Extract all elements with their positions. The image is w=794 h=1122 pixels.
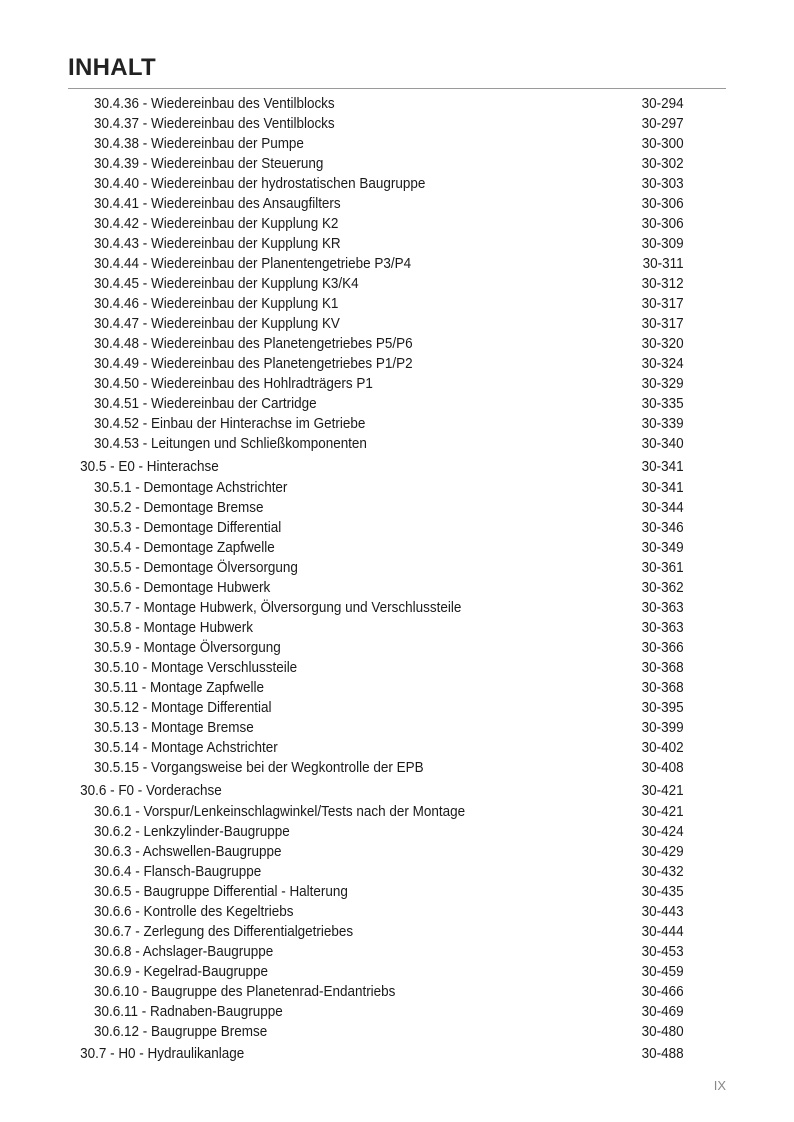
toc-entry-page: 30-363 (641, 600, 684, 616)
toc-entry-label: 30.4.49 - Wiedereinbau des Planetengetriebes P1/P2 (94, 356, 413, 372)
toc-entry-page: 30-421 (641, 783, 684, 799)
toc-entry-page: 30-480 (641, 1024, 684, 1040)
toc-entry[interactable] (68, 822, 684, 842)
toc-entry-label: 30.6.2 - Lenkzylinder-Baugruppe (94, 824, 290, 840)
toc-entry-page: 30-368 (641, 680, 684, 696)
toc-entry-page: 30-339 (641, 416, 684, 432)
toc-entry-label: 30.6 - F0 - Vorderachse (80, 783, 222, 799)
toc-entry[interactable] (68, 254, 684, 274)
title-divider (68, 88, 726, 89)
toc-entry[interactable] (68, 942, 684, 962)
toc-entry[interactable] (68, 882, 684, 902)
toc-entry[interactable] (68, 174, 684, 194)
toc-entry[interactable] (68, 334, 684, 354)
toc-entry-label: 30.6.4 - Flansch-Baugruppe (94, 864, 262, 880)
toc-entry-page: 30-309 (641, 236, 684, 252)
toc-entry[interactable] (68, 134, 684, 154)
toc-entry-page: 30-335 (641, 396, 684, 412)
toc-entry-label: 30.4.48 - Wiedereinbau des Planetengetriebes P5/P6 (94, 336, 413, 352)
toc-entry-label: 30.4.42 - Wiedereinbau der Kupplung K2 (94, 216, 339, 232)
toc-entry[interactable] (68, 962, 684, 982)
page-number: IX (713, 1078, 726, 1093)
toc-entry-label: 30.6.12 - Baugruppe Bremse (94, 1024, 268, 1040)
toc-entry[interactable] (68, 274, 684, 294)
toc-entry-page: 30-320 (641, 336, 684, 352)
toc-entry-label: 30.6.3 - Achswellen-Baugruppe (94, 844, 282, 860)
toc-entry-label: 30.5.5 - Demontage Ölversorgung (94, 560, 298, 576)
toc-entry[interactable] (68, 354, 684, 374)
toc-entry-page: 30-300 (641, 136, 684, 152)
toc-entry-label: 30.5.15 - Vorgangsweise bei der Wegkontrolle der EPB (94, 760, 424, 776)
toc-entry-page: 30-344 (641, 500, 684, 516)
toc-entry-page: 30-362 (641, 580, 684, 596)
toc-entry-page: 30-317 (641, 316, 684, 332)
toc-entry-label: 30.6.9 - Kegelrad-Baugruppe (94, 964, 268, 980)
toc-entry[interactable] (68, 902, 684, 922)
toc-entry[interactable] (68, 294, 684, 314)
toc-entry-label: 30.6.6 - Kontrolle des Kegeltriebs (94, 904, 294, 920)
toc-entry-label: 30.5.11 - Montage Zapfwelle (94, 680, 264, 696)
toc-entry-label: 30.5.6 - Demontage Hubwerk (94, 580, 271, 596)
toc-entry-page: 30-424 (641, 824, 684, 840)
toc-entry-page: 30-349 (641, 540, 684, 556)
toc-entry-label: 30.4.45 - Wiedereinbau der Kupplung K3/K4 (94, 276, 359, 292)
toc-entry[interactable] (68, 94, 684, 114)
toc-entry-page: 30-444 (641, 924, 684, 940)
toc-entry-label: 30.5.3 - Demontage Differential (94, 520, 282, 536)
toc-entry[interactable] (68, 194, 684, 214)
toc-entry-page: 30-317 (641, 296, 684, 312)
toc-entry-label: 30.4.39 - Wiedereinbau der Steuerung (94, 156, 324, 172)
page-title: INHALT (68, 54, 157, 81)
toc-entry[interactable] (68, 214, 684, 234)
toc-entry-label: 30.6.8 - Achslager-Baugruppe (94, 944, 274, 960)
toc-entry-page: 30-402 (641, 740, 684, 756)
toc-entry-page: 30-432 (641, 864, 684, 880)
toc-section-entry[interactable] (68, 1044, 684, 1065)
toc-entry[interactable] (68, 314, 684, 334)
toc-entry[interactable] (68, 478, 684, 498)
toc-entry-page: 30-346 (641, 520, 684, 536)
toc-entry-label: 30.6.11 - Radnaben-Baugruppe (94, 1004, 283, 1020)
toc-section-entry[interactable] (68, 457, 684, 478)
toc-entry[interactable] (68, 558, 684, 578)
toc-entry-label: 30.4.43 - Wiedereinbau der Kupplung KR (94, 236, 341, 252)
toc-entry[interactable] (68, 1002, 684, 1022)
toc-entry-page: 30-429 (641, 844, 684, 860)
toc-entry-page: 30-306 (641, 216, 684, 232)
toc-entry[interactable] (68, 658, 684, 678)
toc-entry-label: 30.7 - H0 - Hydraulikanlage (80, 1046, 245, 1062)
toc-entry-page: 30-443 (641, 904, 684, 920)
toc-entry[interactable] (68, 434, 684, 454)
toc-entry[interactable] (68, 498, 684, 518)
toc-entry-page: 30-341 (641, 459, 684, 475)
toc-entry[interactable] (68, 518, 684, 538)
toc-entry-page: 30-421 (641, 804, 684, 820)
toc-entry-label: 30.5.12 - Montage Differential (94, 700, 272, 716)
toc-entry-page: 30-312 (641, 276, 684, 292)
toc-entry-page: 30-329 (641, 376, 684, 392)
toc-entry-label: 30.5.8 - Montage Hubwerk (94, 620, 253, 636)
toc-entry-page: 30-466 (641, 984, 684, 1000)
toc-entry-label: 30.4.50 - Wiedereinbau des Hohlradträgers P1 (94, 376, 373, 392)
toc-entry-label: 30.5.9 - Montage Ölversorgung (94, 640, 281, 656)
toc-entry[interactable] (68, 982, 684, 1002)
toc-entry[interactable] (68, 842, 684, 862)
toc-entry[interactable] (68, 114, 684, 134)
toc-entry[interactable] (68, 394, 684, 414)
toc-entry-label: 30.6.1 - Vorspur/Lenkeinschlagwinkel/Tests nach der Montage (94, 804, 466, 820)
toc-entry-label: 30.4.40 - Wiedereinbau der hydrostatischen Baugruppe (94, 176, 426, 192)
toc-entry-page: 30-395 (641, 700, 684, 716)
toc-entry[interactable] (68, 738, 684, 758)
toc-entry-page: 30-297 (641, 116, 684, 132)
toc-entry-page: 30-469 (641, 1004, 684, 1020)
toc-entry-page: 30-488 (641, 1046, 684, 1062)
toc-entry-label: 30.5.13 - Montage Bremse (94, 720, 254, 736)
toc-entry-page: 30-399 (641, 720, 684, 736)
toc-entry[interactable] (68, 802, 684, 822)
toc-entry-page: 30-459 (641, 964, 684, 980)
toc-entry-page: 30-435 (641, 884, 684, 900)
toc-entry[interactable] (68, 578, 684, 598)
toc-entry-page: 30-311 (642, 256, 684, 272)
toc-entry-label: 30.5.14 - Montage Achstrichter (94, 740, 278, 756)
toc-entry-label: 30.6.10 - Baugruppe des Planetenrad-Endantriebs (94, 984, 396, 1000)
toc-entry-label: 30.4.41 - Wiedereinbau des Ansaugfilters (94, 196, 341, 212)
toc-entry-label: 30.5.7 - Montage Hubwerk, Ölversorgung und Verschlussteile (94, 600, 462, 616)
toc-entry[interactable] (68, 638, 684, 658)
toc-entry-page: 30-324 (641, 356, 684, 372)
toc-entry-label: 30.6.5 - Baugruppe Differential - Halterung (94, 884, 348, 900)
toc-entry-page: 30-303 (641, 176, 684, 192)
toc-entry-label: 30.4.47 - Wiedereinbau der Kupplung KV (94, 316, 340, 332)
toc-entry-label: 30.4.36 - Wiedereinbau des Ventilblocks (94, 96, 335, 112)
toc-entry[interactable] (68, 374, 684, 394)
table-of-contents (68, 94, 726, 1065)
toc-entry-page: 30-340 (641, 436, 684, 452)
toc-entry-page: 30-366 (641, 640, 684, 656)
toc-entry-page: 30-368 (641, 660, 684, 676)
toc-entry-label: 30.4.53 - Leitungen und Schließkomponenten (94, 436, 367, 452)
toc-entry[interactable] (68, 154, 684, 174)
toc-entry[interactable] (68, 698, 684, 718)
toc-entry-label: 30.4.44 - Wiedereinbau der Planentengetriebe P3/P4 (94, 256, 412, 272)
toc-entry-label: 30.5.10 - Montage Verschlussteile (94, 660, 298, 676)
toc-entry-page: 30-306 (641, 196, 684, 212)
toc-entry-page: 30-453 (641, 944, 684, 960)
toc-entry[interactable] (68, 1022, 684, 1042)
toc-entry-page: 30-361 (641, 560, 684, 576)
toc-entry[interactable] (68, 234, 684, 254)
toc-entry[interactable] (68, 718, 684, 738)
toc-section-entry[interactable] (68, 781, 684, 802)
toc-entry-label: 30.4.46 - Wiedereinbau der Kupplung K1 (94, 296, 339, 312)
toc-entry[interactable] (68, 538, 684, 558)
toc-entry-label: 30.5.4 - Demontage Zapfwelle (94, 540, 275, 556)
toc-entry[interactable] (68, 678, 684, 698)
toc-entry[interactable] (68, 862, 684, 882)
toc-entry-page: 30-408 (641, 760, 684, 776)
toc-entry-page: 30-294 (641, 96, 684, 112)
toc-entry-label: 30.4.51 - Wiedereinbau der Cartridge (94, 396, 317, 412)
toc-entry[interactable] (68, 598, 684, 618)
toc-entry-label: 30.4.38 - Wiedereinbau der Pumpe (94, 136, 304, 152)
toc-entry-page: 30-302 (641, 156, 684, 172)
toc-entry[interactable] (68, 758, 684, 778)
toc-entry-label: 30.4.37 - Wiedereinbau des Ventilblocks (94, 116, 335, 132)
toc-entry-page: 30-363 (641, 620, 684, 636)
toc-entry-page: 30-341 (641, 480, 684, 496)
toc-entry[interactable] (68, 922, 684, 942)
toc-entry[interactable] (68, 618, 684, 638)
toc-entry-label: 30.4.52 - Einbau der Hinterachse im Getriebe (94, 416, 366, 432)
toc-entry-label: 30.5.1 - Demontage Achstrichter (94, 480, 288, 496)
toc-entry-label: 30.6.7 - Zerlegung des Differentialgetriebes (94, 924, 354, 940)
toc-entry-label: 30.5 - E0 - Hinterachse (80, 459, 219, 475)
toc-entry[interactable] (68, 414, 684, 434)
toc-entry-label: 30.5.2 - Demontage Bremse (94, 500, 264, 516)
